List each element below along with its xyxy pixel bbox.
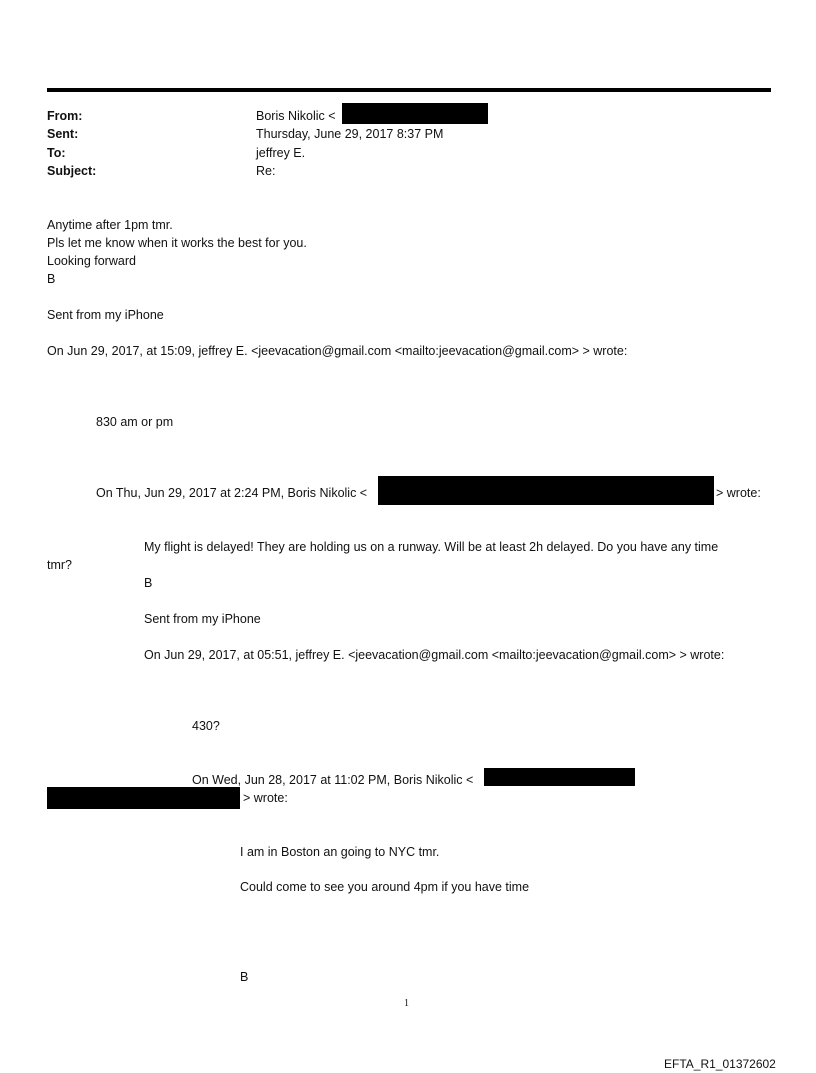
- header-rule: [47, 88, 771, 92]
- sent-value: Thursday, June 29, 2017 8:37 PM: [256, 127, 444, 141]
- quote-header: On Thu, Jun 29, 2017 at 2:24 PM, Boris Nikolic <: [96, 486, 368, 500]
- quote-text: My flight is delayed! They are holding us on a runway. Will be at least 2h delayed. Do you have any time: [144, 540, 719, 554]
- sent-label: Sent:: [47, 127, 79, 141]
- page-number: 1: [404, 998, 409, 1009]
- quote-header: On Jun 29, 2017, at 05:51, jeffrey E. <jeevacation@gmail.com <mailto:jeevacation@gmail.com> > wrote:: [144, 648, 725, 662]
- from-label: From:: [47, 109, 83, 123]
- subject-value: Re:: [256, 164, 276, 178]
- body-signature: B: [47, 272, 56, 286]
- quote-signature: B: [240, 970, 249, 984]
- quote-text: 430?: [192, 719, 220, 733]
- document-id: EFTA_R1_01372602: [664, 1057, 776, 1071]
- body-line: Pls let me know when it works the best for you.: [47, 236, 307, 250]
- quote-header-end: > wrote:: [243, 791, 288, 805]
- quote-header: On Wed, Jun 28, 2017 at 11:02 PM, Boris Nikolic <: [192, 773, 474, 787]
- sent-from-line: Sent from my iPhone: [144, 612, 261, 626]
- quote-header-end: > wrote:: [716, 486, 761, 500]
- from-value: Boris Nikolic <: [256, 109, 336, 123]
- redaction-box: [484, 768, 635, 786]
- redaction-box: [47, 787, 240, 809]
- quote-header: On Jun 29, 2017, at 15:09, jeffrey E. <jeevacation@gmail.com <mailto:jeevacation@gmail.com> > wrote:: [47, 344, 628, 358]
- redaction-box: [342, 103, 488, 124]
- to-label: To:: [47, 146, 66, 160]
- quote-text: tmr?: [47, 558, 72, 572]
- quote-text: Could come to see you around 4pm if you have time: [240, 880, 530, 894]
- sent-from-line: Sent from my iPhone: [47, 308, 164, 322]
- body-line: Anytime after 1pm tmr.: [47, 218, 173, 232]
- to-value: jeffrey E.: [256, 146, 306, 160]
- redaction-box: [378, 476, 714, 505]
- quote-signature: B: [144, 576, 153, 590]
- body-line: Looking forward: [47, 254, 136, 268]
- quote-text: I am in Boston an going to NYC tmr.: [240, 845, 440, 859]
- quote-text: 830 am or pm: [96, 415, 174, 429]
- subject-label: Subject:: [47, 164, 97, 178]
